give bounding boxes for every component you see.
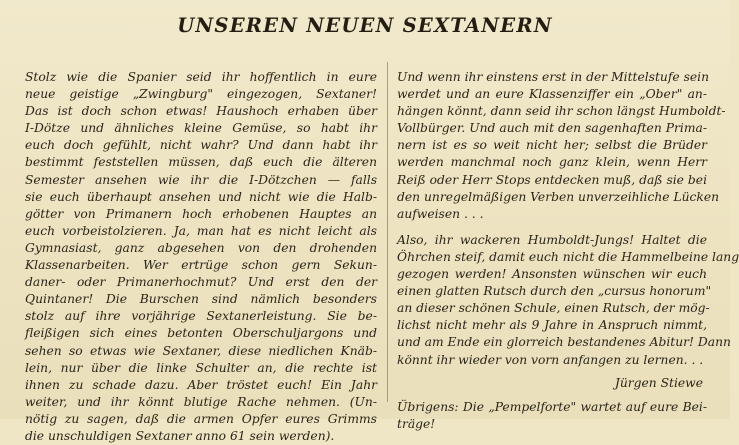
text-line: lichst nicht mehr als 9 Jahre in Anspruch nimmt, <box>397 318 707 333</box>
author-signature: Jürgen Stiewe <box>614 375 703 390</box>
text-line: stolz auf ihre vorjährige Sextanerleistung. Sie be- <box>25 309 377 324</box>
column-divider <box>387 62 388 402</box>
text-line: I-Dötze und ähnliches kleine Gemüse, so habt ihr <box>25 121 377 136</box>
text-line: werdet und an eure Klassenziffer ein „Ober" an- <box>397 87 707 102</box>
text-line: Reiß oder Herr Stops entdecken muß, daß sie bei <box>397 172 707 187</box>
text-line: nötig zu sagen, daß die armen Opfer eures Grimms <box>25 411 377 426</box>
text-line: nern ist es so weit nicht her; selbst die Brüder <box>397 138 707 153</box>
text-line: weiter, und ihr könnt blutige Rache nehmen. (Un- <box>25 394 377 409</box>
text-line: neue geistige „Zwingburg" eingezogen, Sextaner! <box>25 87 377 102</box>
text-line: euch vorbeistolzieren. Ja, man hat es nicht leicht als <box>25 223 377 238</box>
text-line: euch doch gefühlt, nicht wahr? Und dann habt ihr <box>25 138 377 153</box>
text-line: lein, nur über die linke Schulter an, die rechte ist <box>25 360 377 375</box>
text-line: Öhrchen steif, damit euch nicht die Hammelbeine lang <box>397 249 739 264</box>
paragraph-gap <box>397 392 707 399</box>
text-line: Semester ansehen wie ihr die I-Dötzchen — falls <box>25 172 377 187</box>
text-line: Gymnasiast, ganz abgesehen von den drohenden <box>25 240 377 255</box>
text-line: werden manchmal noch ganz klein, wenn Herr <box>397 155 707 170</box>
text-line: gezogen werden! Ansonsten wünschen wir euch <box>397 267 707 282</box>
right-column <box>397 69 739 433</box>
text-line: einen glatten Rutsch durch den „cursus honorum" <box>397 284 712 299</box>
text-line: sehen so etwas wie Sextaner, diese niedlichen Knäb- <box>25 343 377 358</box>
text-line: Klassenarbeiten. Wer ertrüge schon gern Sekun- <box>25 258 377 273</box>
text-line: ihnen zu schade dazu. Aber tröstet euch! Ein Jahr <box>25 377 377 392</box>
text-line: Stolz wie die Spanier seid ihr hoffentlich in eure <box>25 70 377 84</box>
text-line: und am Ende ein glorreich bestandenes Abitur! Dann <box>397 335 731 350</box>
article-title: UNSEREN NEUEN SEXTANERN <box>177 14 553 37</box>
text-line: Quintaner! Die Burschen sind nämlich besonders <box>25 292 377 307</box>
left-column <box>25 69 377 445</box>
text-line: Also, ihr wackeren Humboldt-Jungs! Haltet die <box>397 232 707 247</box>
text-line: fleißigen sich eines betonten Oberschuljargons und <box>25 326 377 341</box>
text-line: den unregelmäßigen Verben unverzeihliche Lücken <box>397 189 720 204</box>
text-line: bestimmt feststellen müssen, daß euch die älteren <box>25 155 377 170</box>
text-line: könnt ihr wieder von vorn anfangen zu lernen. . . <box>397 352 704 367</box>
text-line: Vollbürger. Und auch mit den sagenhaften Prima- <box>397 121 707 136</box>
text-line: aufweisen . . . <box>397 206 484 221</box>
text-line: daner- oder Primanerhochmut? Und erst den der <box>25 275 377 290</box>
postscript-line: Übrigens: Die „Pempelforte" wartet auf eure Bei- <box>397 399 707 414</box>
text-line: Und wenn ihr einstens erst in der Mittelstufe sein <box>397 70 710 84</box>
text-line: die unschuldigen Sextaner anno 61 sein werden). <box>25 428 335 443</box>
text-line: sie euch überhaupt ansehen und nicht wie die Halb- <box>25 189 377 204</box>
text-line: Das ist doch schon etwas! Haushoch erhaben über <box>25 104 377 119</box>
text-line: hängen könnt, dann seid ihr schon längst Humboldt- <box>397 104 726 119</box>
paragraph-gap <box>397 223 707 232</box>
text-line: an dieser schönen Schule, einen Rutsch, der mög- <box>397 301 710 316</box>
text-line: götter von Primanern hoch erhobenen Hauptes an <box>25 206 377 221</box>
postscript-line: träge! <box>397 416 436 431</box>
